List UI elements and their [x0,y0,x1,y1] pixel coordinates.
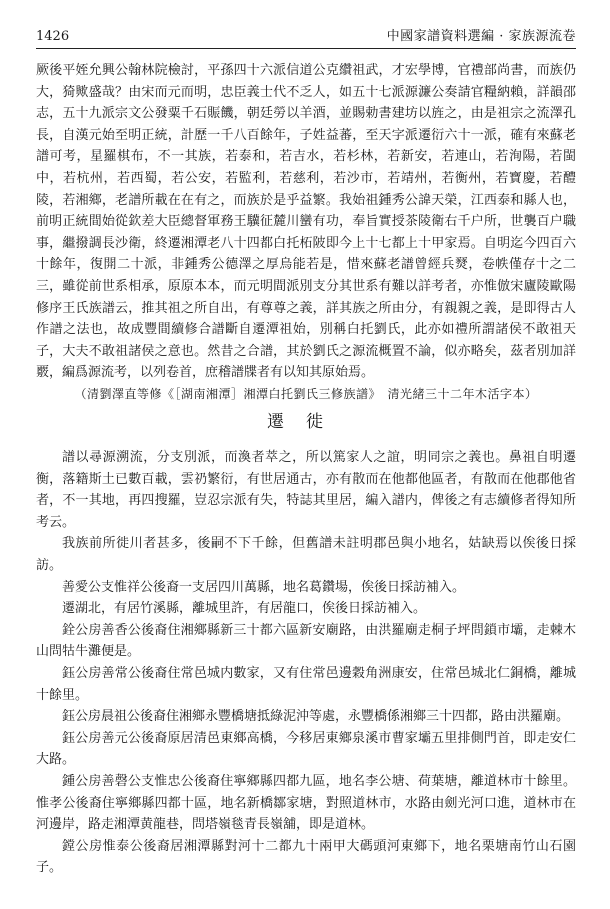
body-text [36,60,576,879]
paragraph: 遷湖北，有居竹溪縣，離城里許，有居龍口，俟後日採訪補入。 [62,601,427,617]
section-title: 遷徙 [267,411,345,432]
paragraph: 鏜公房惟泰公後裔居湘潭縣對河十二都九十兩甲大碼頭河東鄉下，地名栗塘南竹山石園子。 [36,838,576,876]
paragraph: 我族前所徙川者甚多，後嗣不下千餘，但舊譜未註明郡邑與小地名，姑缺焉以俟後日採訪。 [36,536,576,574]
paragraph: 鈺公房善元公後裔原居清邑東鄉高橋，今移居東鄉泉溪市曹家壩五里排側門首，即走安仁大路。 [36,730,576,768]
paragraph: 鈺公房晨祖公後裔住湘鄉永豐橋塘抵綠泥沖等處，永豐橋係湘鄉三十四都，路由洪羅廟。 [62,709,570,725]
header-rule [36,48,576,49]
source-citation: （清劉澤直等修《［湖南湘潭］湘潭白托劉氏三修族譜》 清光緒三十二年木活字本） [74,386,538,401]
paragraph: 鈺公房善常公後裔住常邑城内數家，又有住常邑邊穀角洲康安，住常邑城北仁銅橋，離城十餘里。 [36,666,576,703]
paragraph: 銓公房善香公後裔住湘鄉縣新三十都六區新安廟路，由洪羅廟走桐子坪問鎖市壩，走棘木山問牯牛灘便是。 [36,622,576,660]
paragraph: 譜以尋源溯流，分支別派，而渙者萃之，所以篤家人之誼，明同宗之義也。鼻祖自明遷衡，落籍斯土已數百載，雲礽繁衍，有世居通古，亦有散而在他都他區者，有散而在他郡他省者，不一其地，再四搜羅，豈忍宗派有失，特誌其里居，編入譜内，俾後之有志續修者得知所考云。 [36,450,576,530]
opening-paragraph: 厥後平姪允興公翰林院檢討，平孫四十六派信道公克纘祖武，才宏學博，官禮部尚書，而族仍大，猗歟盛哉？由宋而元而明，忠臣義士代不乏人，如五十七派源濂公奏請官糧納賴，詳韻邵志，五十九派宗文公發粟千石賑饑，朝廷勞以羊酒，並賜勅書建坊以旌之，由是祖宗之流澤孔長，自漢元始至明正統，計歷一千八百餘年，子姓益蕃，至天字派遷衍六十一派，確有來蘇老譜可考，星羅棋布，不一其族，若泰和，若吉水，若杉林，若新安，若連山，若洵陽，若閩中，若杭州，若西蜀，若公安，若監利，若慈利，若沙市，若靖州，若衡州，若寶慶，若醴陵，若湘鄉，老譜所載在在有之，而族於是乎益繁。我始祖鍾秀公諱天榮，江西泰和縣人也，前明正統間始從欽差大臣總督軍務王驥征麓川蠻有功，奉旨實授茶陵衛右千户所，世襲百户職事，繼撥調長沙衛，終遷湘潭老八十四都白托柘陂即今上十七都上十甲家焉。自明迄今四百六十餘年，復開二十派，非鍾秀公德澤之厚烏能若是，惜來蘇老譜曾經兵燹，卷帙僅存十之二三，雖從前世系相承，原原本本，而元明間派別支分其世系有難以詳考者，亦惟倣宋廬陵歐陽修序王氏族譜云，推其祖之所自出，有尊尊之義，詳其族之所由分，有親親之義，是即得古人作譜之法也，故成豐間續修合譜斷自遷潭祖始，別稱白托劉氏，此亦如禮所謂諸侯不敢祖天子，大夫不敢祖諸侯之意也。然昔之合譜，其於劉氏之源流概置不論，似亦略矣，茲者別加詳覈，編爲源流考，以列卷首，庶稽譜牒者有以知其原始焉。 [36,63,576,381]
page-number: 1426 [36,29,70,44]
paragraph: 善愛公支惟祥公後裔一支居四川萬縣，地名葛鑽場，俟後日採訪補入。 [62,579,466,595]
page-header [36,18,576,44]
running-title: 中國家譜資料選編 · 家族源流卷 [386,29,576,44]
paragraph: 鍾公房善磬公支惟忠公後裔住寧鄉縣四都九區，地名李公塘、荷葉塘，離道林市十餘里。惟孝公後裔住寧鄉縣四都十區，地名新橋鄒家塘，對照道林市，水路由劍光河口進，道林市在河邊岸，路走湘潭黄龍巷，問塔嶺毯青長嶺舖，即是道林。 [36,774,576,833]
